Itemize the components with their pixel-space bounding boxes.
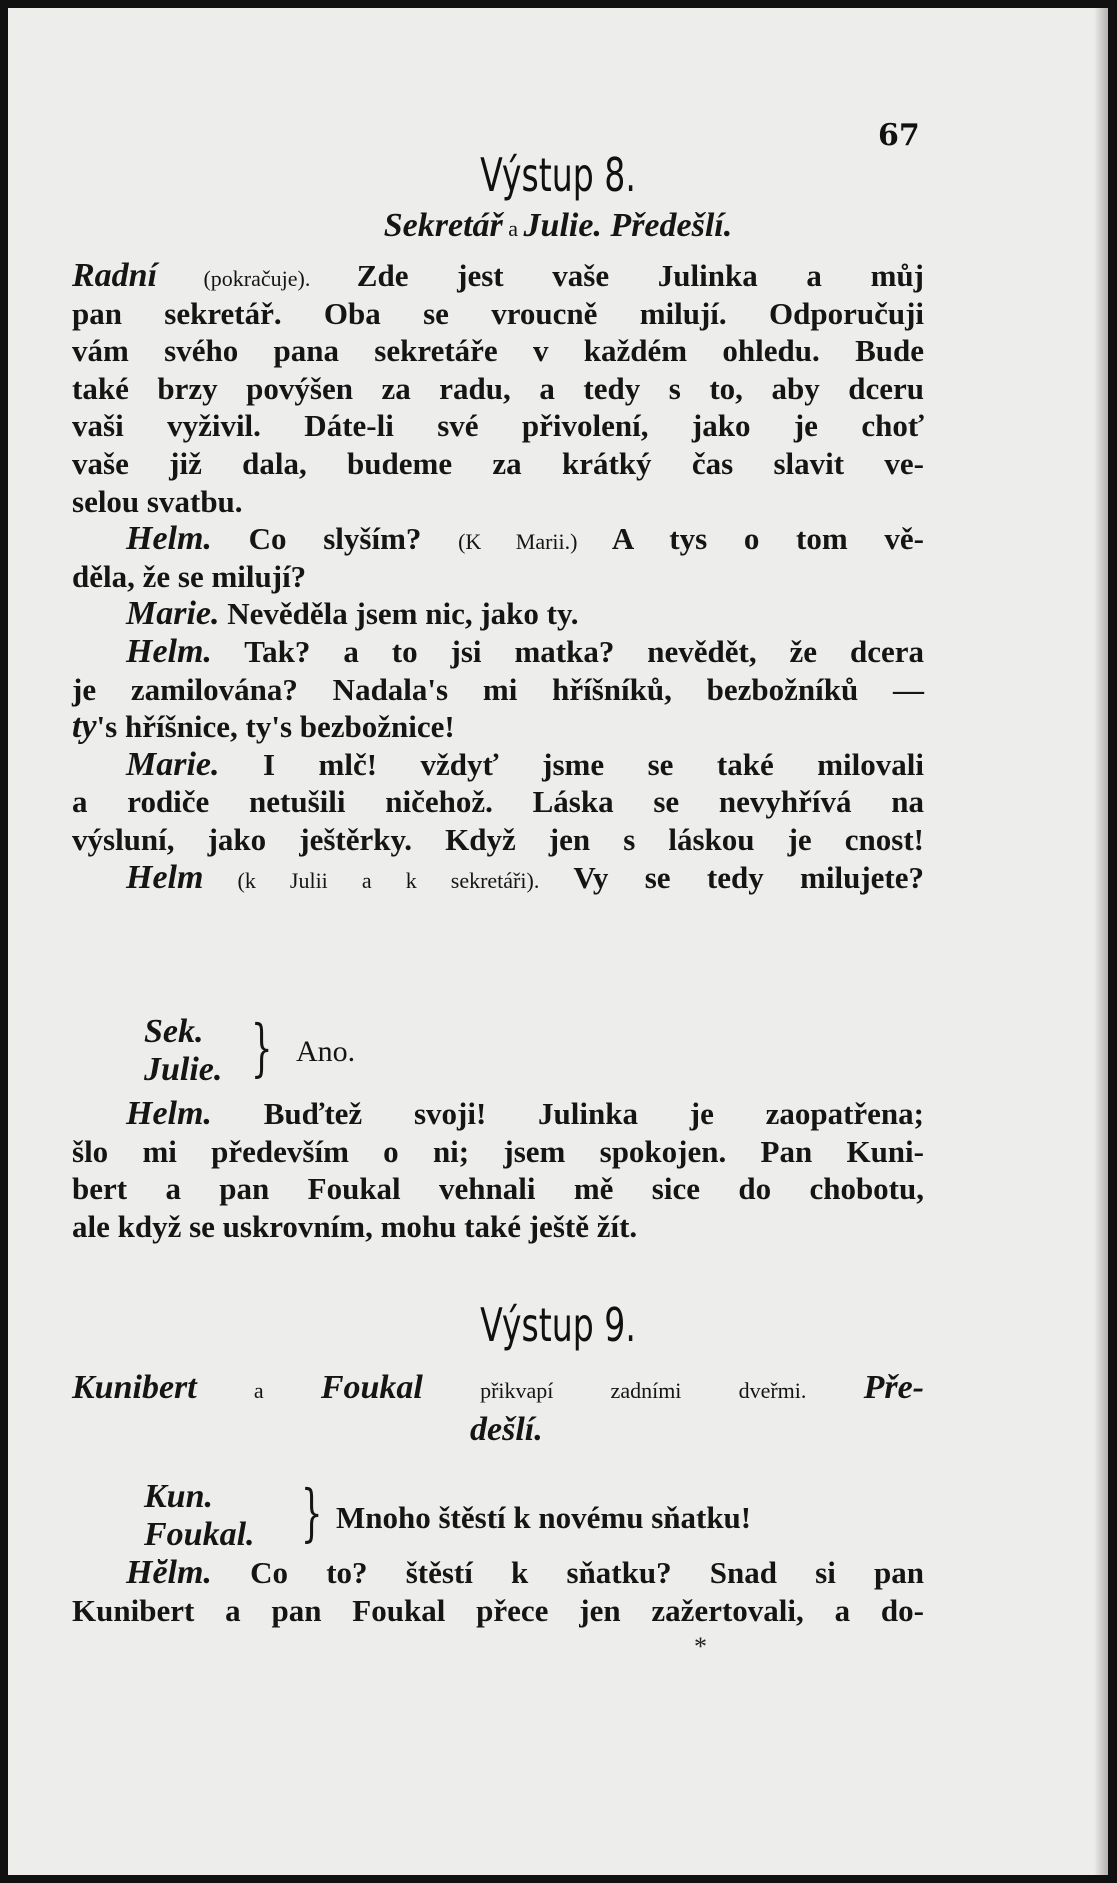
signature-mark: * [694, 1632, 707, 1661]
speaker-name: Helm. [126, 520, 212, 558]
speaker-name: Helm. [126, 1095, 212, 1132]
text-line [72, 296, 924, 332]
text-line [126, 747, 924, 783]
stage-direction: (K Marii.) [458, 529, 612, 555]
line-text: 's hříšnice, ty's bezbožnice! [96, 709, 455, 745]
line-text: selou svatbu. [72, 483, 243, 519]
reply-ano: Ano. [296, 1035, 356, 1068]
scene-8-heading: Výstup 8. [480, 148, 636, 202]
text-line [72, 446, 924, 482]
text-line [72, 371, 924, 407]
line-text: vaše již dala, budeme za krátký čas slavit ve- [72, 446, 924, 481]
line-text: pan sekretář. Oba se vroucně milují. Odporučuji [72, 295, 924, 331]
speaker-name: ty [72, 708, 97, 746]
line-text: ale když se uskrovním, mohu také ještě žít. [72, 1208, 638, 1244]
text-line [126, 634, 924, 670]
line-text: Co slyším? [211, 521, 459, 557]
scene-8-cast [8, 208, 1108, 247]
line-text: šlo mi především o ni; jsem spokojen. Pan Kuni- [72, 1133, 924, 1169]
line-text: výsluní, jako ještěrky. Když jen s láskou je cnost! [72, 822, 924, 857]
brace-symbol: } [300, 1476, 323, 1549]
speaker-kun: Kun. [144, 1478, 213, 1515]
page-number: 67 [878, 118, 920, 153]
stage-direction: přikvapí zadními dveřmi. [422, 1378, 864, 1403]
speaker-name: Helm. [126, 633, 212, 670]
line-text: Co to? štěstí k sňatku? Snad si pan [211, 1555, 924, 1590]
line-text: Zde jest vaše Julinka a můj [356, 258, 924, 293]
text-line [126, 860, 924, 899]
line-text: A tys o tom vě- [611, 521, 924, 557]
text-line [126, 596, 924, 632]
text-line [126, 1096, 924, 1132]
text-line [72, 1134, 924, 1170]
speaker-julie: Julie. [144, 1051, 223, 1088]
line-text: I mlč! vždyť jsme se také milovali [219, 746, 924, 782]
line-text: Nevěděla jsem nic, jako ty. [219, 596, 579, 632]
text-line [72, 484, 924, 520]
speaker-name: Foukal [320, 1369, 423, 1406]
brace-symbol: } [250, 1011, 273, 1084]
speaker-name: Radní [72, 257, 158, 294]
line-text: vám svého pana sekretáře v každém ohledu. Bude [72, 333, 924, 369]
line-text: a rodiče netušili ničehož. Láska se nevyhřívá na [72, 784, 924, 820]
text-line [72, 258, 924, 297]
text-line [126, 521, 924, 560]
text-line [72, 672, 924, 708]
book-page [8, 8, 1108, 1875]
speaker-name: Kunibert [72, 1369, 197, 1406]
line-text: bert a pan Foukal vehnali mě sice do chobotu, [72, 1171, 924, 1207]
speaker-sek: Sek. [144, 1013, 204, 1050]
cast-part: a [502, 216, 524, 241]
text-line [72, 408, 924, 444]
text-line [72, 333, 924, 369]
speaker-name: Marie. [126, 745, 220, 783]
cast-part: Sekretář [383, 207, 503, 244]
text-line [72, 709, 924, 745]
line-text: Vy se tedy milujete? [573, 859, 924, 895]
line-text: Buďtež svoji! Julinka je zaopatřena; [211, 1096, 924, 1131]
stage-direction: (k Julii a k sekretáři). [203, 867, 574, 893]
speaker-name: Helm [126, 858, 204, 896]
scene-9-cast [72, 1370, 924, 1409]
reply-mnoho-stesti: Mnoho štěstí k novému sňatku! [336, 1500, 752, 1535]
line-text: Kunibert a pan Foukal přece jen zažertovali, a do- [72, 1592, 924, 1628]
speaker-name: Hĕlm. [126, 1554, 212, 1591]
text-line [72, 1171, 924, 1207]
speaker-name: Marie. [126, 595, 220, 633]
speaker-name: Pře- [863, 1369, 925, 1406]
text-line [72, 1593, 924, 1629]
stage-direction: (pokračuje). [157, 266, 357, 291]
text-line [72, 822, 924, 858]
stage-direction: a [196, 1378, 321, 1403]
line-text: je zamilována? Nadala's mi hříšníků, bezbožníků — [72, 671, 924, 707]
line-text: Tak? a to jsi matka? nevědět, že dcera [211, 634, 924, 669]
text-line [72, 559, 924, 595]
text-line [126, 1555, 924, 1591]
cast-part: Julie. Předešlí. [523, 207, 733, 244]
text-line [72, 1209, 924, 1245]
text-line [72, 784, 924, 820]
scene-9-cast-cont: dešlí. [470, 1411, 543, 1448]
line-text: také brzy povýšen za radu, a tedy s to, aby dceru [72, 370, 924, 406]
line-text: děla, že se milují? [72, 558, 307, 594]
line-text: vaši vyživil. Dáte-li své přivolení, jako je choť [72, 408, 924, 444]
scene-9-heading: Výstup 9. [480, 1298, 636, 1352]
speaker-foukal: Foukal. [144, 1516, 255, 1553]
